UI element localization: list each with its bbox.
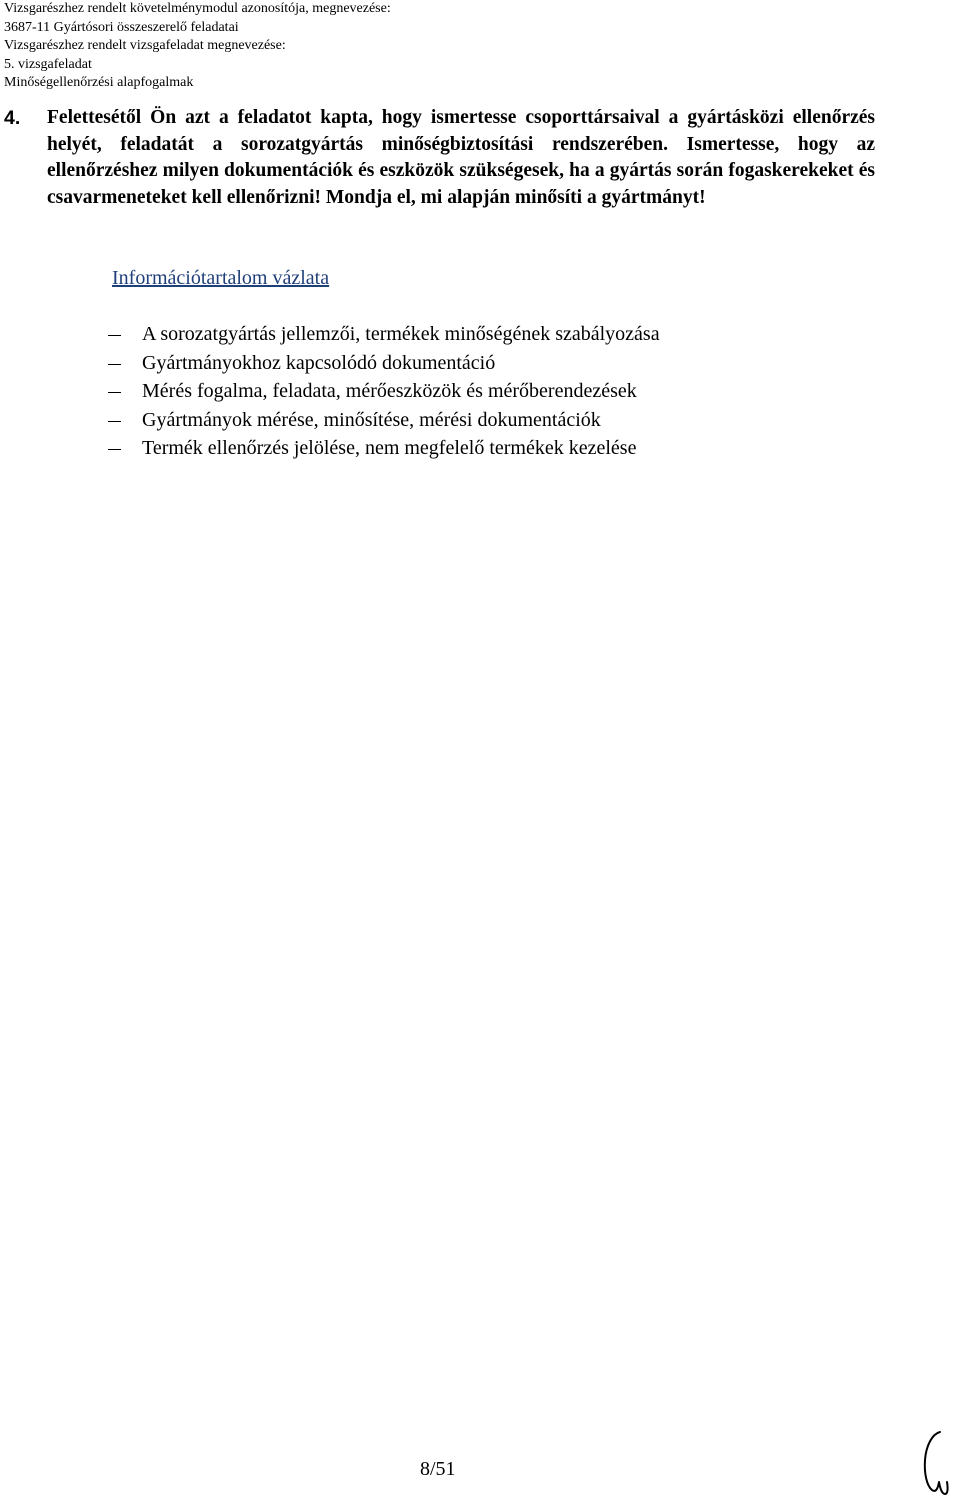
list-item bbox=[108, 320, 660, 349]
header-task-number: 5. vizsgafeladat bbox=[4, 56, 92, 72]
list-item-text: A sorozatgyártás jellemzői, termékek minőségének szabályozása bbox=[142, 323, 660, 345]
list-item bbox=[108, 349, 660, 378]
outline-title: Információtartalom vázlata bbox=[112, 267, 330, 289]
list-item-text: Mérés fogalma, feladata, mérőeszközök és mérőberendezések bbox=[142, 380, 637, 402]
dash-bullet-icon bbox=[108, 392, 121, 393]
dash-bullet-icon bbox=[108, 364, 121, 365]
page-number: 8/51 bbox=[420, 1458, 456, 1480]
header-task-name: Minőségellenőrzési alapfogalmak bbox=[4, 75, 194, 90]
task-number: 4. bbox=[4, 107, 21, 129]
list-item bbox=[108, 434, 660, 463]
dash-bullet-icon bbox=[108, 335, 121, 336]
header-module-label: Vizsgarészhez rendelt követelménymodul azonosítója, megnevezése: bbox=[4, 1, 391, 16]
list-item-text: Termék ellenőrzés jelölése, nem megfelelő termékek kezelése bbox=[142, 437, 637, 459]
dash-bullet-icon bbox=[108, 449, 121, 450]
signature-mark bbox=[918, 1424, 954, 1505]
task-description: Felettesétől Ön azt a feladatot kapta, hogy ismertesse csoporttársaival a gyártásközi ellenőrzés helyét, feladatát a sorozatgyártás minőségbiztosítási rendszerében. Ismertesse, hogy az ellenőrzéshez milyen dokumentációk és eszközök szükségesek, ha a gyártás során fogaskerekeket és csavarmeneteket kell ellenőrizni! Mondja el, mi alapján minősíti a gyártmányt! bbox=[47, 107, 875, 208]
header-task-label: Vizsgarészhez rendelt vizsgafeladat megnevezése: bbox=[4, 38, 286, 53]
header-module-name: 3687-11 Gyártósori összeszerelő feladatai bbox=[4, 19, 239, 35]
list-item-text: Gyártmányokhoz kapcsolódó dokumentáció bbox=[142, 351, 496, 374]
document-header bbox=[4, 0, 391, 93]
signature-icon bbox=[918, 1424, 954, 1500]
list-item bbox=[108, 377, 660, 406]
list-item-text: Gyártmányok mérése, minősítése, mérési dokumentációk bbox=[142, 408, 601, 431]
dash-bullet-icon bbox=[108, 421, 121, 422]
outline-list bbox=[108, 320, 660, 463]
list-item bbox=[108, 406, 660, 435]
